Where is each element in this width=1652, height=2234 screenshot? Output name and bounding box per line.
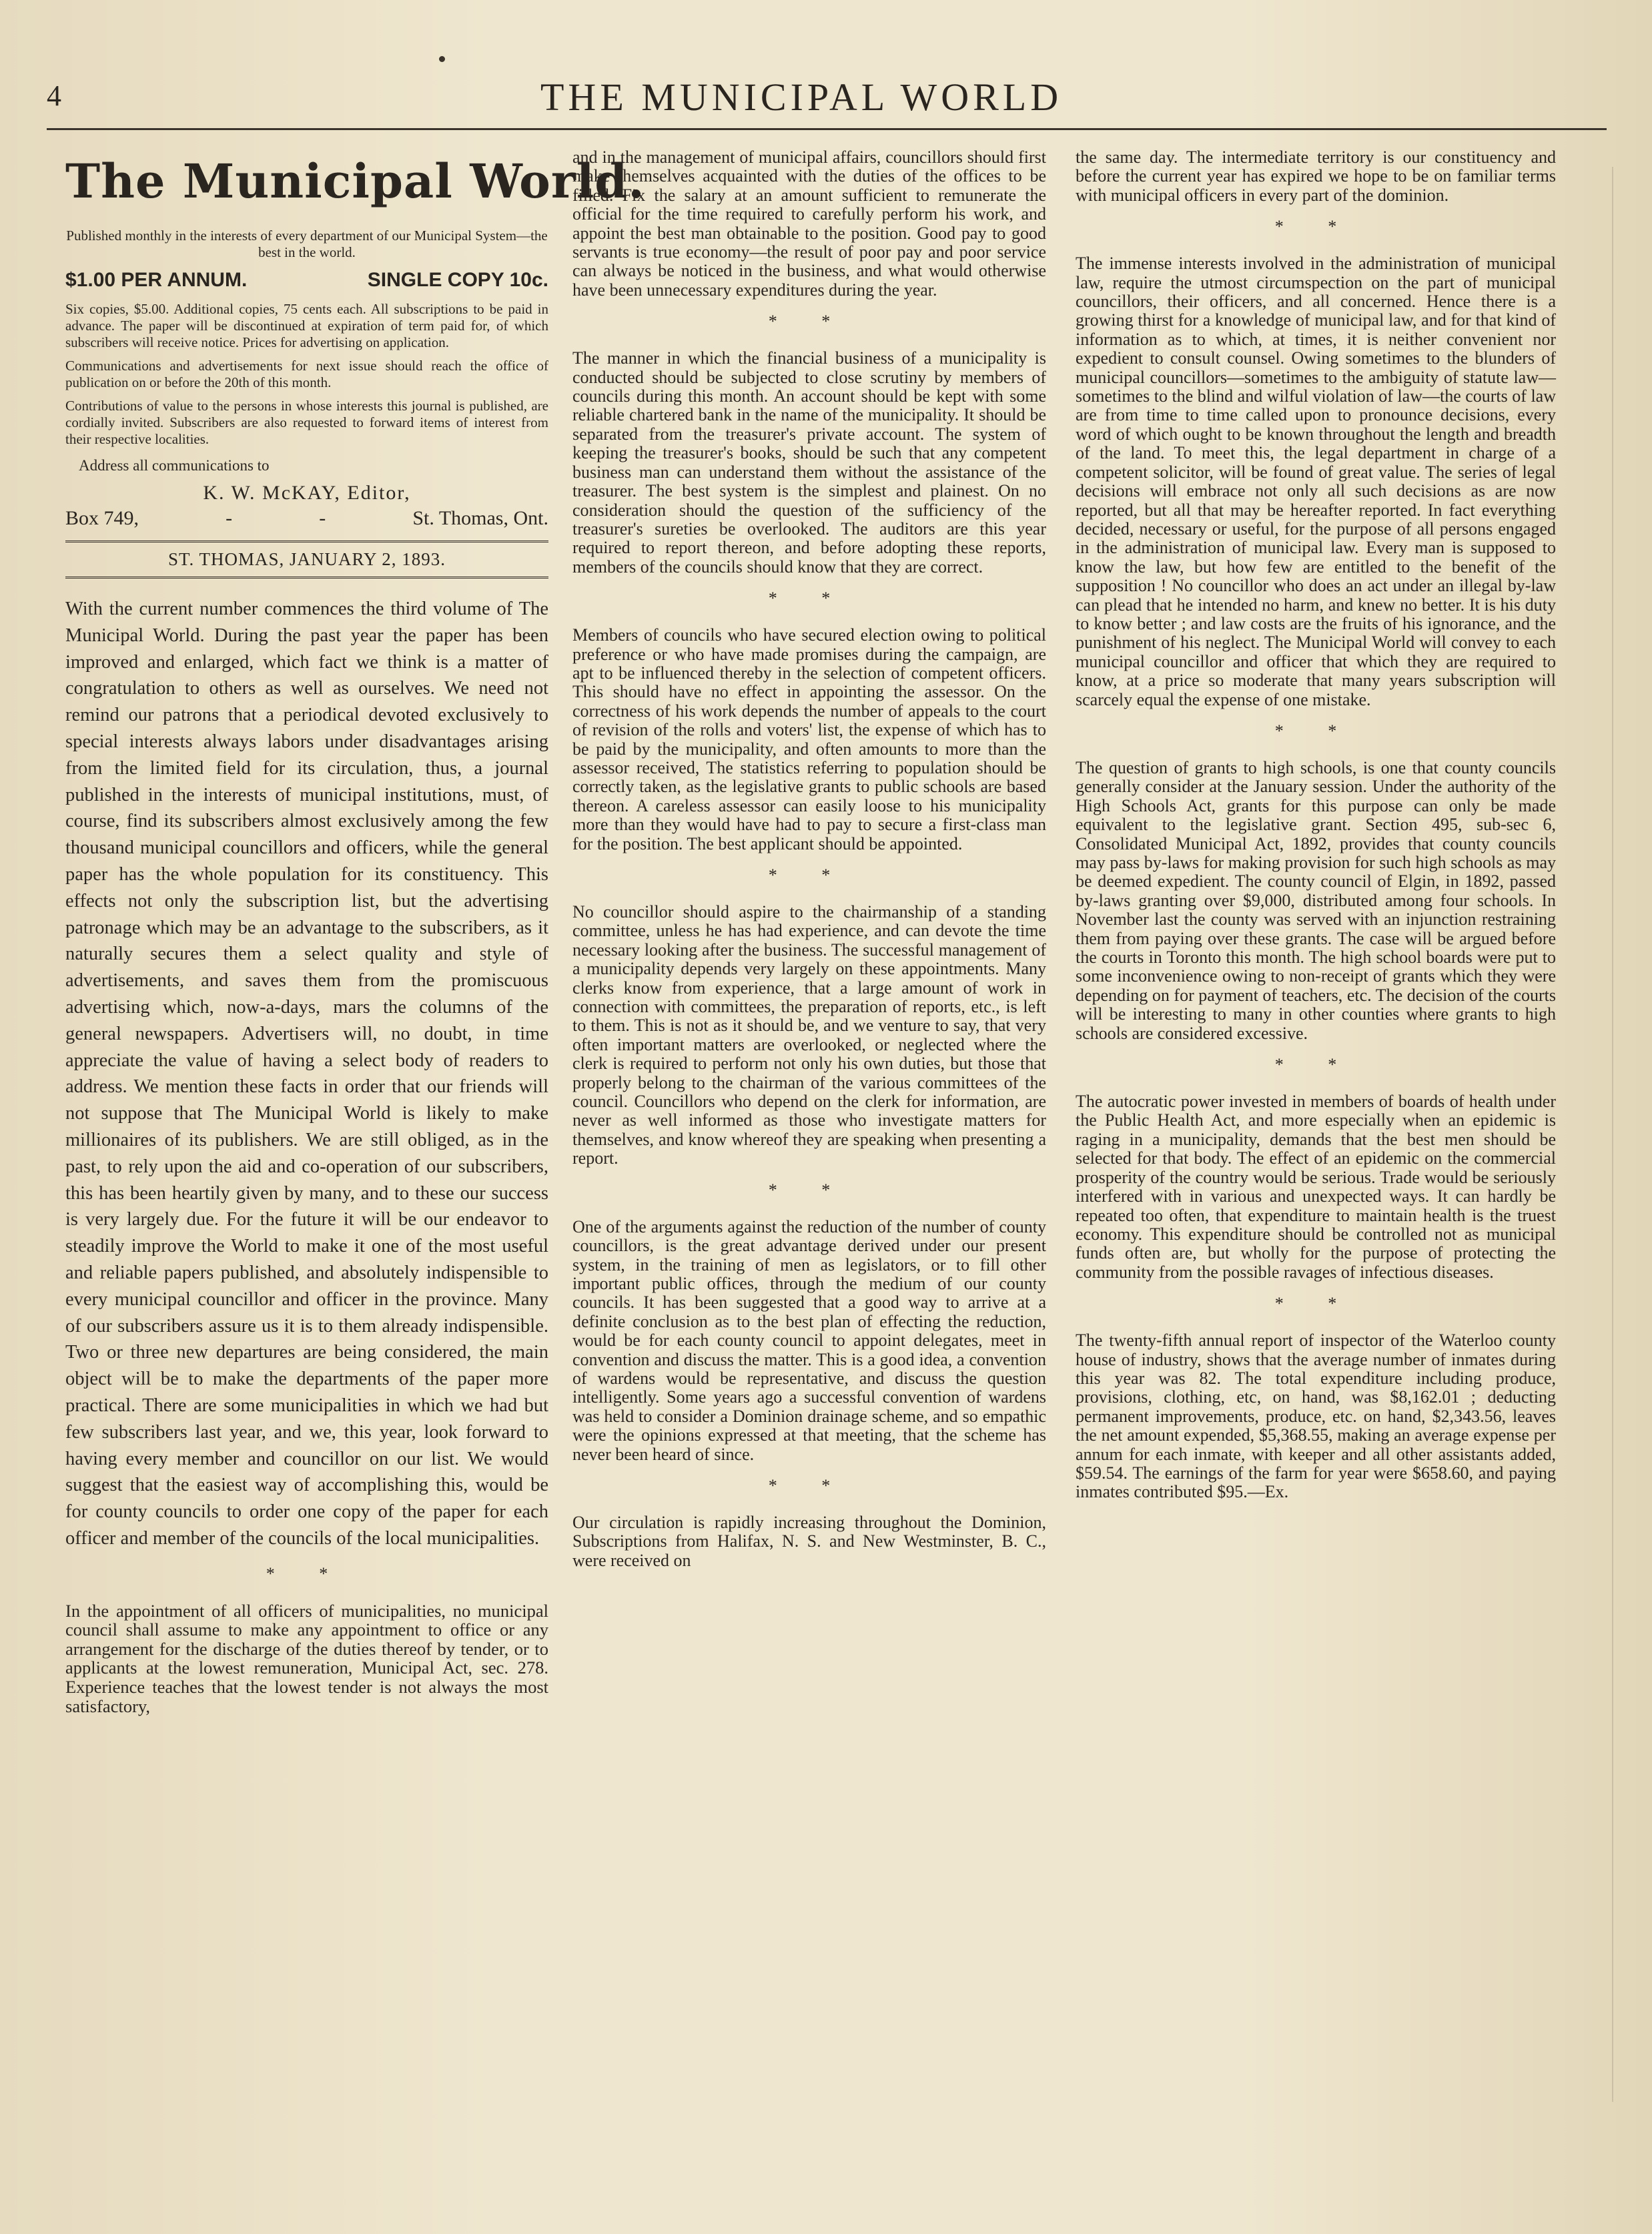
section-separator: * * [768, 312, 851, 332]
masthead: The Municipal World. [65, 153, 645, 209]
article-paragraph: and in the management of municipal affairs, councillors should first make themselves acquainted with the duties of the offices to be filled. Fix the salary at an amount sufficient to remunerate the official for the time required to carefully perform his work, and appoint the best man obtainable to the position. Good pay to good servants is true economy—the result of poor pay and poor service can always be noticed in the business, and what would otherwise have been unnecessary expenditures during the year. [572, 147, 1046, 300]
address-dash: - [319, 507, 326, 529]
article-paragraph: The immense interests involved in the administration of municipal law, require the utmost circumspection on the part of municipal councillors, their officers, and all concerned. Hence there is a growing thirst for a knowledge of municipal law, and for that kind of information as to which, at times, it is neither convenient nor expedient to consult counsel. Owing sometimes to the blunders of municipal councillors—sometimes to the ambiguity of statute law—sometimes to the blind and wilful violation of law—the courts of law are from time to time called upon to pronounce decisions, every word of which ought to be known throughout the length and breadth of the land. To meet this, the legal department in charge of a competent solicitor, will be found of great value. The series of legal decisions will embrace not only all such decisions as are now reported, but all that may be hereafter reported. In fact everything decided, necessary or useful, for the purpose of all persons engaged in the administration of municipal law. Every man is supposed to know the law, but how few are entitled to the benefit of the supposition ! No councillor who does an act under an illegal by-law can plead that he intended no harm, and knew no better. It is his duty to know better ; and law costs are the fruits of his ignorance, and the punishment of his neglect. The Municipal World will convey to each municipal councillor and officer that which they are required to know, at a price so moderate that many years subscription will scarcely equal the expense of one mistake. [1076, 254, 1556, 709]
page-fold-shadow [1612, 167, 1613, 2102]
article-paragraph: Our circulation is rapidly increasing throughout the Dominion, Subscriptions from Halifax, N. S. and New Westminster, B. C., were received on [572, 1512, 1046, 1570]
dateline: ST. THOMAS, JANUARY 2, 1893. [65, 540, 548, 579]
communications-note: Communications and advertisements for next issue should reach the office of publication on or before the 20th of this month. [65, 358, 548, 390]
section-separator: * * [768, 1180, 851, 1200]
address-dash: - [226, 507, 233, 529]
article-paragraph: The autocratic power invested in members of boards of health under the Public Health Act, and more especially when an epidemic is raging in a municipality, demands that the best men should be selected for that body. The effect of an epidemic on the commercial prosperity of the country would be serious. Trade would be seriously interfered with in various and unexpected ways. It can hardly be repeated too often, that expenditure to maintain health is the truest economy. This expenditure should be controlled not as municipal funds often are, but wholly for the purpose of protecting the community from the possible ravages of infectious diseases. [1076, 1092, 1556, 1282]
article-paragraph: Members of councils who have secured election owing to political preference or who have made promises during the campaign, are apt to be influenced thereby in the selection of competent officers. This should have no effect in appointing the assessor. On the correctness of his work depends the number of appeals to the court of revision of the rolls and voters' list, the expense of which has to be paid by the municipality, and often amounts to more than the assessor received, The statistics referring to population should be correctly taken, as the legislative grants to public schools are based thereon. A careless assessor can easily loose to his municipality more than they would have had to pay to secure a first-class man for the position. The best applicant should be appointed. [572, 625, 1046, 853]
article-paragraph: No councillor should aspire to the chairmanship of a standing committee, unless he has had experience, and can devote the time necessary looking after the business. The successful management of a municipality depends very largely on these appointments. Many clerks know from experience, that a large amount of work in connection with committees, the preparation of reports, etc., is left to them. This is not as it should be, and we venture to say, that very often important matters are overlooked, or neglected where the clerk is required to perform not only his own duties, but those that properly belong to the chairman of the various committees of the council. Councillors who depend on the clerk for information, are never as well informed as those who investigate matters for themselves, and know whereof they are speaking when presenting a report. [572, 902, 1046, 1168]
town: St. Thomas, Ont. [412, 507, 548, 529]
section-separator: * * [1274, 1294, 1357, 1314]
article-paragraph: The twenty-fifth annual report of inspector of the Waterloo county house of industry, shows that the average number of inmates during this year was 82. The total expenditure including produce, provisions, clothing, etc, on hand, was $8,162.01 ; deducting permanent improvements, produce, etc. on hand, $2,343.56, leaves the net amount expended, $5,368.55, making an average expense per annum for each inmate, with keeper and all other assistants added, $59.54. The earnings of the farm for year were $658.60, and paying inmates contributed $95.—Ex. [1076, 1331, 1556, 1502]
section-separator: * * [768, 589, 851, 609]
section-separator: * * [768, 1475, 851, 1495]
ink-dot [439, 56, 445, 62]
imprint: Published monthly in the interests of every department of our Municipal System—the best in the world. [66, 228, 548, 260]
article-paragraph: The question of grants to high schools, is one that county councils generally consider at the January session. Under the authority of the High Schools Act, grants for this purpose can only be made equivalent to the legislative grant. Section 495, sub-sec 6, Consolidated Municipal Act, 1892, provides that county councils may pass by-laws for making provision for such high schools as may be deemed expedient. The county council of Elgin, in 1892, passed by-laws granting over $9,000, distributed among four schools. In November last the county was served with an injunction restraining them from paying over these grants. The case will be argued before the courts in Toronto this month. The high school boards were put to some inconvenience owing to non-receipt of grants which they were depending on for payment of teachers, etc. The decision of the courts will be interesting to many in other counties where grants to high schools are considered excessive. [1076, 757, 1556, 1043]
subscription-terms: Six copies, $5.00. Additional copies, 75 cents each. All subscriptions to be paid in advance. The paper will be discontinued at expiration of term paid for, of which subscribers will receive notice. Prices for advertising on application. [65, 301, 548, 350]
section-separator: * * [266, 1563, 348, 1583]
column-3 [1076, 148, 1556, 1502]
appointment-paragraph: In the appointment of all officers of municipalities, no municipal council shall assume to make any appointment to office or any arrangement for the discharge of the duties thereof by tender, or to applicants at the lowest remuneration, Municipal Act, sec. 278. Experience teaches that the lowest tender is not always the most satisfactory, [65, 1600, 548, 1716]
editor-name: K. W. McKAY, Editor, [203, 482, 411, 504]
price-annum: $1.00 PER ANNUM. [65, 269, 248, 291]
header-rule [47, 128, 1607, 130]
editor-address [65, 507, 548, 530]
article-paragraph: the same day. The intermediate territory is our constituency and before the current year has expired we hope to be on familiar terms with municipal officers in every part of the dominion. [1076, 147, 1556, 205]
column-1 [65, 148, 645, 1716]
box-number: Box 749, [65, 507, 139, 529]
contributions-note: Contributions of value to the persons in whose interests this journal is published, are cordially invited. Subscribers are also requested to forward items of interest from their respective localities. [65, 398, 548, 447]
section-separator: * * [1274, 1055, 1357, 1075]
price-single: SINGLE COPY 10c. [367, 269, 548, 291]
article-paragraph: One of the arguments against the reduction of the number of county councillors, is the great advantage derived under our present system, in the training of men as legislators, or to fill other important public offices, through the medium of our county councils. It has been suggested that a good way to arrive at a definite conclusion as to the best plan of effecting the reduction, would be for each county council to appoint delegates, meet in convention and discuss the matter. This is a good idea, a convention of wardens would be representative, and discuss the question intelligently. Some years ago a successful convention of wardens was held to consider a Dominion drainage scheme, and so empathic were the opinions expressed at that meeting, that the scheme has never been heard of since. [572, 1216, 1046, 1464]
section-separator: * * [1274, 721, 1357, 741]
price-line [65, 269, 548, 292]
article-paragraph: The manner in which the financial business of a municipality is conducted should be subjected to close scrutiny by members of councils during this month. An account should be kept with some reliable chartered bank in the name of the municipality. It should be separated from the treasurer's private account. The system of keeping the treasurer's books, should be such that any competent business man can understand them without the assistance of the treasurer. The best system is the simplest and plainest. On no consideration should the question of the sufficiency of the treasurer's sureties be overlooked. The auditors are this year required to report thereon, and before adopting these reports, members of the councils should know that they are correct. [572, 348, 1046, 577]
column-2 [572, 148, 1046, 1570]
section-separator: * * [1274, 217, 1357, 237]
editorial-paragraph: With the current number commences the third volume of The Municipal World. During the past year the paper has been improved and enlarged, which fact we think is a matter of congratulation to others as well as ourselves. We need not remind our patrons that a periodical devoted exclusively to special interests always labors under disadvantages arising from the limited field for its circulation, thus, a journal published in the interests of municipal institutions, must, of course, find its subscribers almost exclusively among the few thousand municipal councillors and officers, while the general paper has the whole population for its constituency. This effects not only the subscription list, but the advertising patronage which may be an advantage to the subscribers, as it naturally secures them a select quality and style of advertisements, and saves them from the promiscuous advertising which, now-a-days, mars the columns of the general newspapers. Advertisers will, no doubt, in time appreciate the value of having a select body of readers to address. We mention these facts in order that our friends will not suppose that The Municipal World is likely to make millionaires of its publishers. We are still obliged, as in the past, to rely upon the aid and co-operation of our subscribers, this has been heartily given by many, and to these our success is very largely due. For the future it will be our endeavor to steadily improve the World to make it one of the most useful and reliable papers published, and absolutely indispensible to every municipal councillor and officer in the province. Many of our subscribers assure us it is to them already indispensible. Two or three new departures are being considered, the main object will be to make the departments of the paper more practical. There are some municipalities in which we had but few subscribers last year, and we, this year, look forward to having every member and councillor on our list. We would suggest that the easiest way of accomplishing this, would be for county councils to order one copy of the paper for each officer and member of the councils of the local municipalities. [65, 599, 548, 1549]
running-title: THE MUNICIPAL WORLD [540, 75, 1063, 119]
section-separator: * * [768, 865, 851, 885]
page-number: 4 [47, 79, 61, 112]
address-note: Address all communications to [79, 457, 270, 474]
